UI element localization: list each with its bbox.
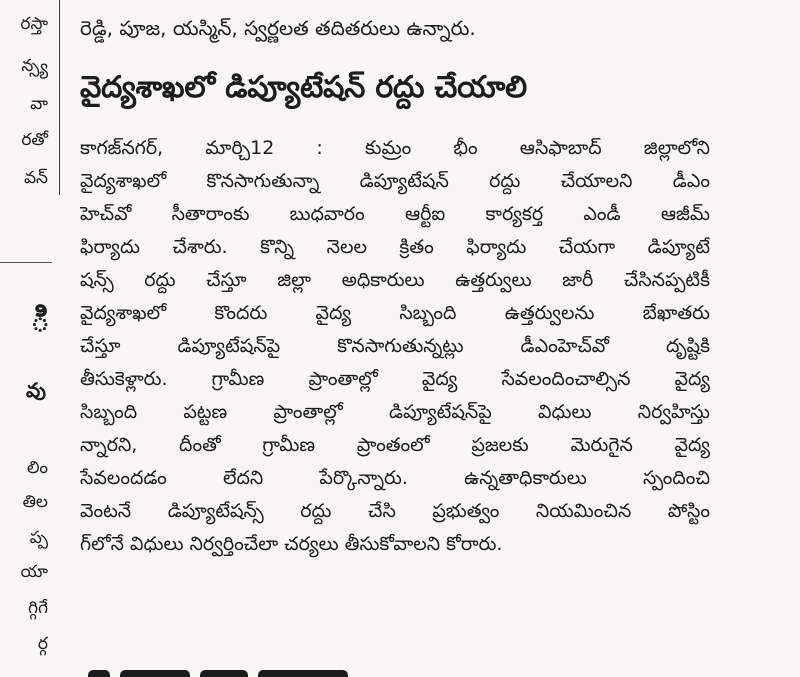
article-line: తీసుకెళ్లారు. గ్రామీణ ప్రాంతాల్లో వైద్య సేవలందించాల్సిన వైద్య xyxy=(80,368,710,390)
previous-article-last-line: రెడ్డి, పూజ, యస్మిన్, స్వర్ణలత తదితరులు ఉన్నారు. xyxy=(80,16,476,40)
article-line: వైద్యశాఖలో కొందరు వైద్య సిబ్బంది ఉత్తర్వులను బేఖాతరు xyxy=(80,302,710,324)
article-line: వైద్యశాఖలో కొనసాగుతున్నా డిప్యూటేషన్ రద్దు చేయాలని డీఎం xyxy=(80,170,710,192)
article-line: గ్‌లోనే విధులు నిర్వర్తించేలా చర్యలు తీసుకోవాలని కోరారు. xyxy=(80,533,503,555)
left-column-line: ప్ప xyxy=(29,528,48,548)
article-line: హెచ్‌వో సీతారాంకు బుధవారం ఆర్టీఐ కార్యకర్త ఎండీ ఆజీమ్ xyxy=(80,203,710,225)
left-column-line: ర్గ xyxy=(37,634,48,654)
left-column-subheading-fragment: వు xyxy=(26,378,46,402)
adjacent-column-left xyxy=(0,0,58,677)
left-column-line: న్స్య xyxy=(21,56,48,76)
left-column-line: లిం xyxy=(27,458,48,478)
left-column-heading-fragment: ి xyxy=(30,300,50,340)
article-line: సేవలందడం లేదని పేర్కొన్నారు. ఉన్నతాధికారులు స్పందించి xyxy=(80,467,710,489)
left-column-line: యా xyxy=(20,562,48,582)
article-line: ఫిర్యాదు చేశారు. కొన్ని నెలల క్రితం ఫిర్యాదు చేయగా డిప్యూటే xyxy=(80,236,710,258)
left-column-line: రస్తా xyxy=(20,14,48,34)
article-line: కాగజ్‌నగర్, మార్చి12 : కుమ్రం భీం ఆసిఫాబాద్ జిల్లాలోని xyxy=(80,137,710,159)
left-column-line: రతో xyxy=(21,130,48,150)
article-line: న్నారని, దీంతో గ్రామీణ ప్రాంతంలో ప్రజలకు మెరుగైన వైద్య xyxy=(80,434,710,456)
left-column-line: వన్ xyxy=(23,168,48,188)
left-column-line: గ్గిగే xyxy=(28,598,48,618)
next-headline-cropped xyxy=(88,664,408,677)
article-line: వెంటనే డిప్యూటేషన్స్ రద్దు చేసి ప్రభుత్వం నియమించిన పోస్టిం xyxy=(80,500,710,522)
article-line: సిబ్బంది పట్టణ ప్రాంతాల్లో డిప్యూటేషన్‌పై విధులు నిర్వహిస్తు xyxy=(80,401,710,423)
news-article xyxy=(80,0,720,677)
left-column-line: వా xyxy=(30,94,48,114)
article-line: షన్స్ రద్దు చేస్తూ జిల్లా అధికారులు ఉత్తర్వులు జారీ చేసినప్పటికీ xyxy=(80,269,710,291)
left-column-divider xyxy=(0,262,52,263)
column-separator xyxy=(59,0,60,195)
article-headline: వైద్యశాఖలో డిప్యూటేషన్ రద్దు చేయాలి xyxy=(80,70,527,105)
left-column-line: తిల xyxy=(22,492,48,512)
article-line: చేస్తూ డిప్యూటేషన్‌పై కొనసాగుతున్నట్లు డీఎంహెచ్‌వో దృష్టికి xyxy=(80,335,710,357)
article-body xyxy=(80,132,720,561)
